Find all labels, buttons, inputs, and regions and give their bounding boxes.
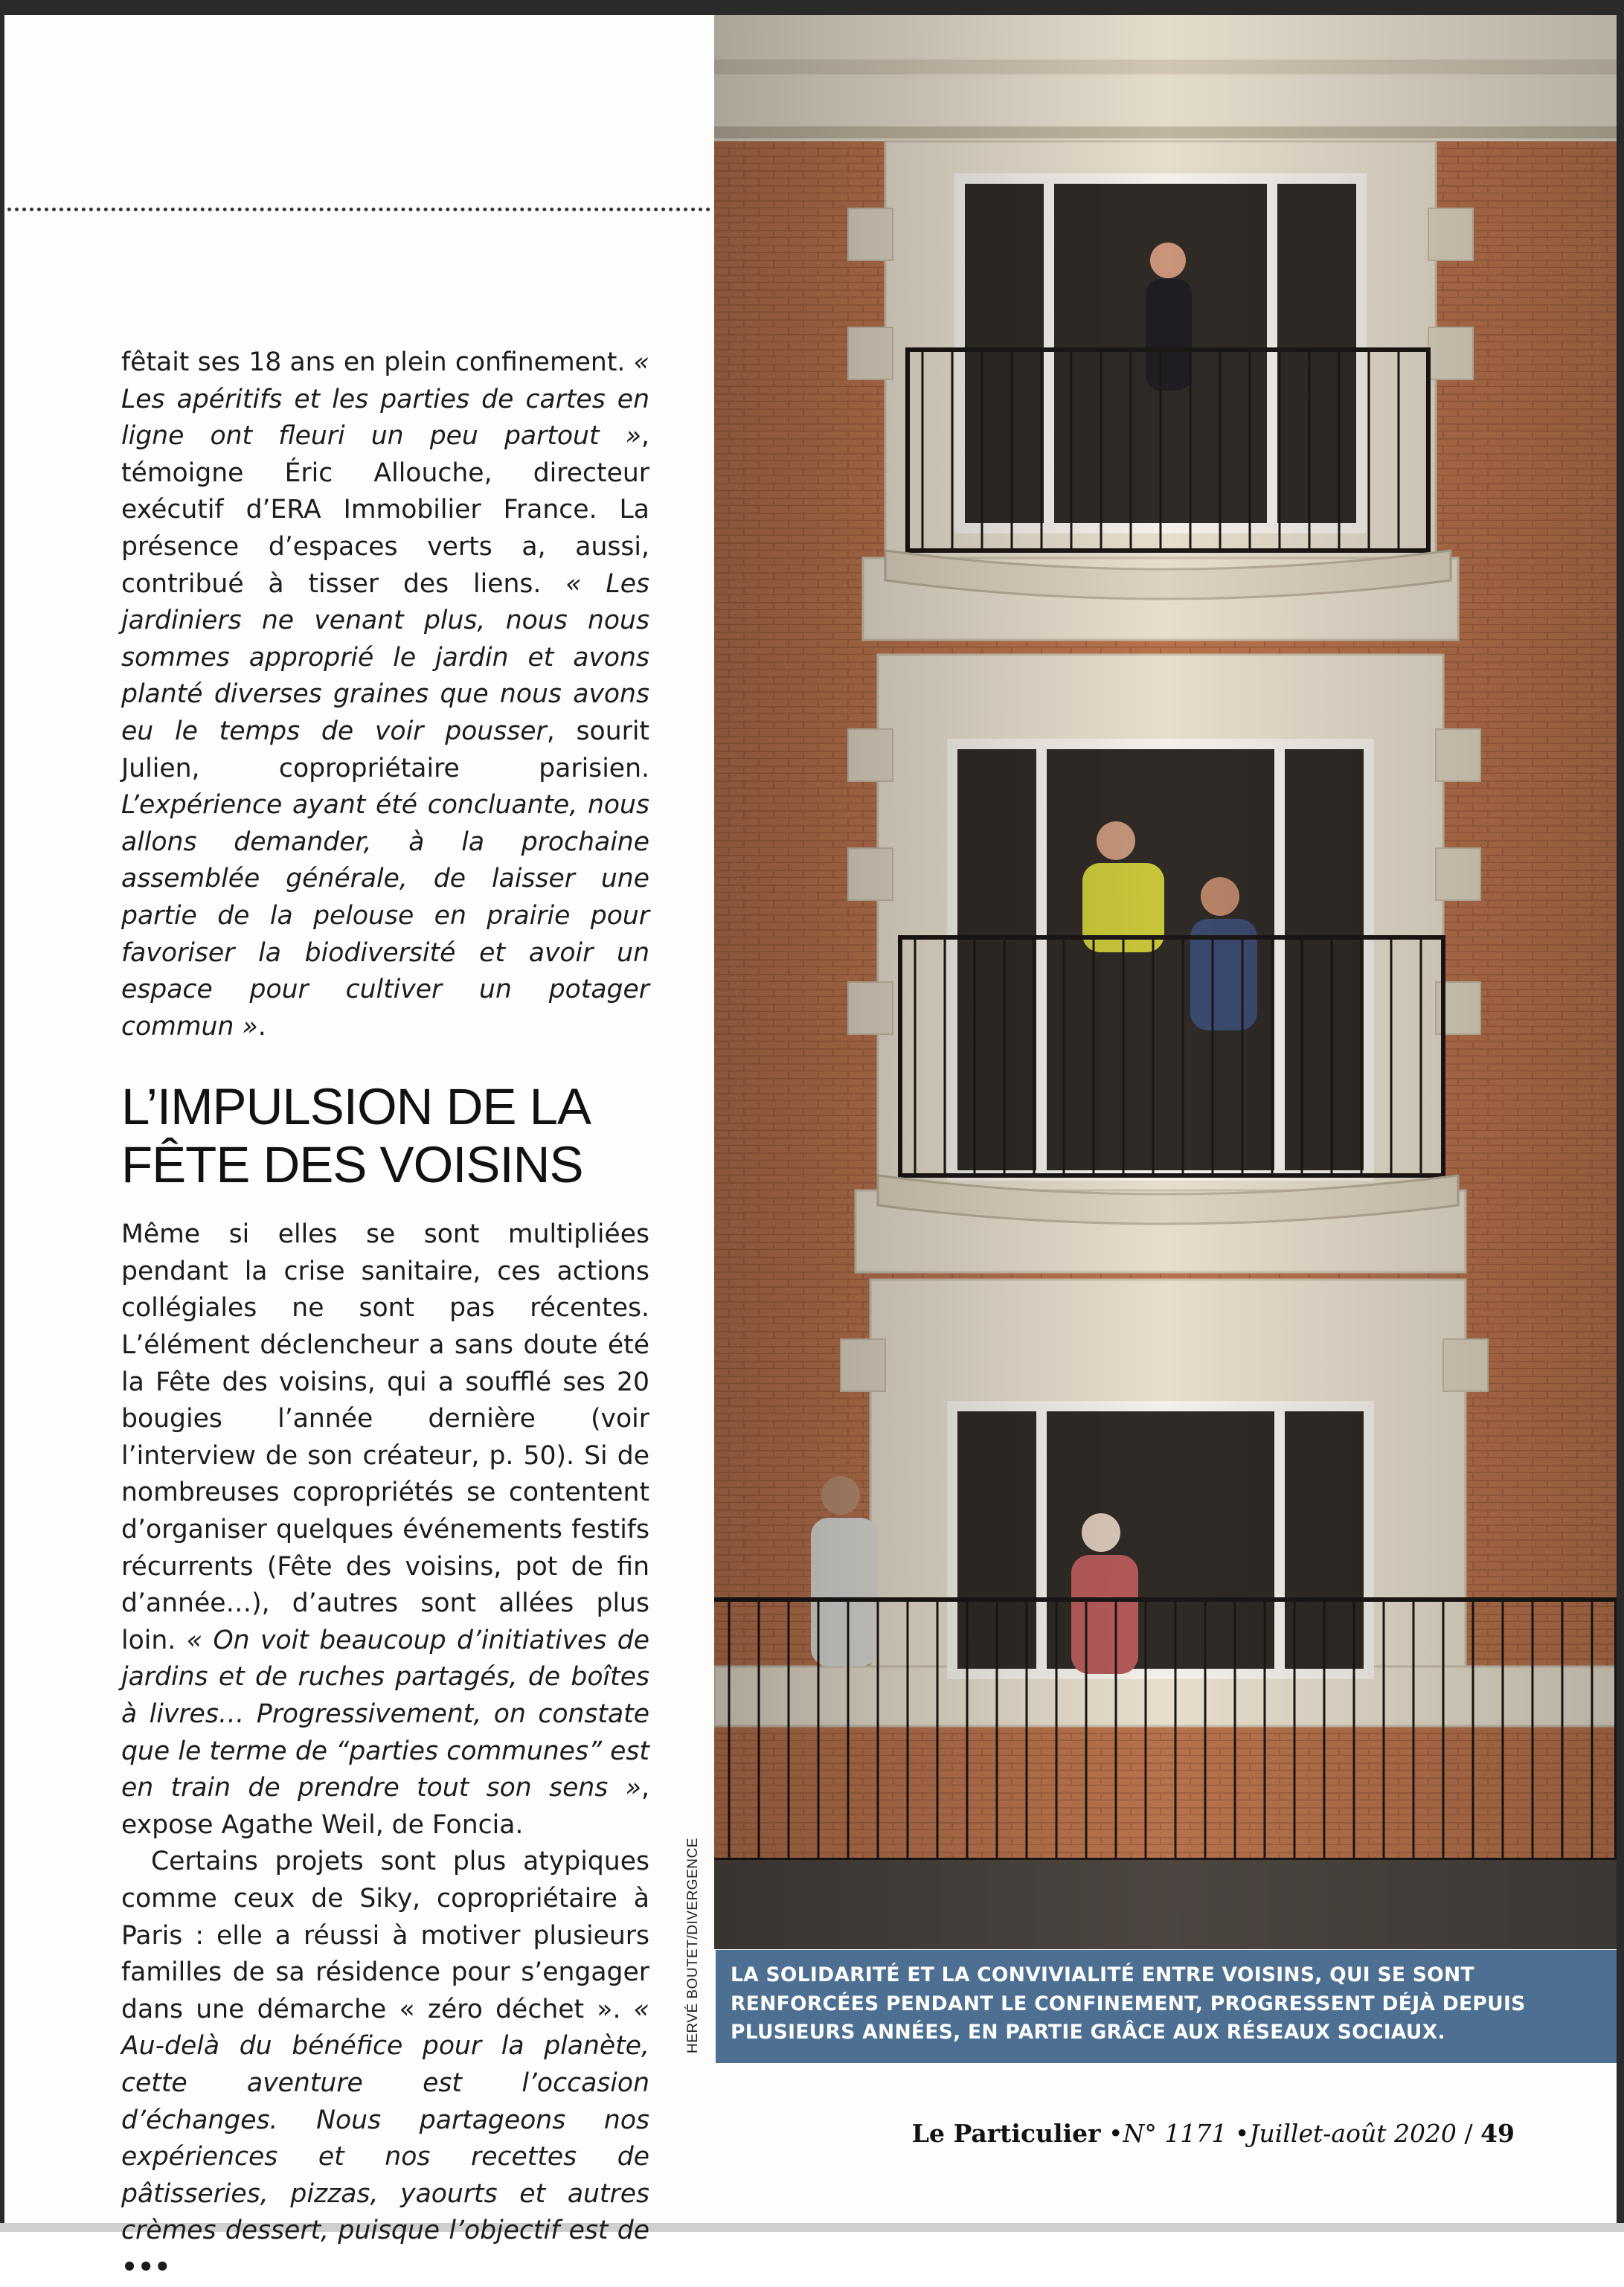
quote-span: « Au-delà du bénéfice pour la planète, cette aventure est l’occasion d’échanges. Nous partageons nos expériences et nos recettes de pâtisseries, pizzas, yaourts et autres crèmes dessert, puisque l’objectif est de [121, 1994, 649, 2246]
quote-span: « Les apéritifs et les parties de cartes en ligne ont fleuri un peu partout » [121, 347, 649, 452]
text-span: Certains projets sont plus atypiques comme ceux de Siky, copropriétaire à Paris : elle a réussi à motiver plusieurs familles de sa résidence pour s’engager dans une démarche « zéro déchet ». [121, 1847, 649, 2024]
scan-border-right [1617, 0, 1624, 2232]
text-span: , témoigne Éric Allouche, directeur exécutif d’ERA Immobilier France. La présence d’espaces verts a, aussi, contribué à tisser des liens. [121, 421, 649, 599]
footer-separator: / [1464, 2119, 1473, 2148]
quote-span: « Les jardiniers ne venant plus, nous nous sommes approprié le jardin et avons planté diverses graines que nous avons eu le temps de voir pousser [121, 568, 649, 746]
page-footer [912, 2119, 1515, 2148]
paragraph-2 [121, 1216, 649, 1844]
page-number: 49 [1480, 2119, 1515, 2148]
issue-date: Juillet-août 2020 [1249, 2119, 1457, 2148]
photo-caption: LA SOLIDARITÉ ET LA CONVIVIALITÉ ENTRE VOISINS, QUI SE SONT RENFORCÉES PENDANT LE CONFINEMENT, PROGRESSENT DÉJÀ DEPUIS PLUSIEURS ANNÉES, EN PARTIE GRÂCE AUX RÉSEAUX SOCIAUX. [731, 1963, 1526, 2044]
footer-bullet: • [1234, 2119, 1250, 2148]
scan-border-left [0, 0, 4, 2232]
article-column [121, 344, 649, 2287]
photo-credit: HERVÉ BOUTET/DIVERGENCE [685, 1838, 701, 2053]
photo-illustration [714, 15, 1617, 1949]
text-span: , expose Agathe Weil, de Foncia. [121, 1773, 649, 1840]
issue-number: N° 1171 [1123, 2119, 1227, 2148]
text-span: . [257, 1011, 266, 1042]
continuation-dots: ••• [121, 2252, 171, 2283]
text-span: fêtait ses 18 ans en plein confinement. [121, 347, 626, 377]
building-balconies-photo [714, 15, 1617, 1949]
text-span: , sourit Julien, copropriétaire parisien. [121, 716, 649, 783]
quote-span: L’expérience ayant été concluante, nous allons demander, à la prochaine assemblée générale, de laisser une partie de la pelouse en prairie pour favoriser la biodiversité et avoir un espace pour cultiver un potager commun » [121, 790, 649, 1042]
magazine-name: Le Particulier [911, 2119, 1101, 2148]
quote-span: « On voit beaucoup d’initiatives de jardins et de ruches partagés, de boîtes à livres… Progressivement, on constate que le terme de “parties communes” est en train de prendre tout son sens » [121, 1625, 649, 1803]
scan-border-top [0, 0, 1624, 15]
section-heading: L’IMPULSION DE LA FÊTE DES VOISINS [121, 1078, 588, 1194]
paragraph-1 [121, 344, 649, 1045]
text-span: Même si elles se sont multipliées pendant la crise sanitaire, ces actions collégiales ne sont pas récentes. L’élément déclencheur a sans doute été la Fête des voisins, qui a soufflé ses 20 bougies l’année dernière (voir l’interview de son créateur, p. 50). Si de nombreuses copropriétés se contentent d’organiser quelques événements festifs récurrents (Fête des voisins, pot de fin d’année…), d’autres sont allées plus loin. [121, 1219, 649, 1655]
dotted-separator [7, 208, 710, 211]
footer-bullet: • [1108, 2119, 1123, 2148]
paragraph-3 [121, 1844, 649, 2286]
